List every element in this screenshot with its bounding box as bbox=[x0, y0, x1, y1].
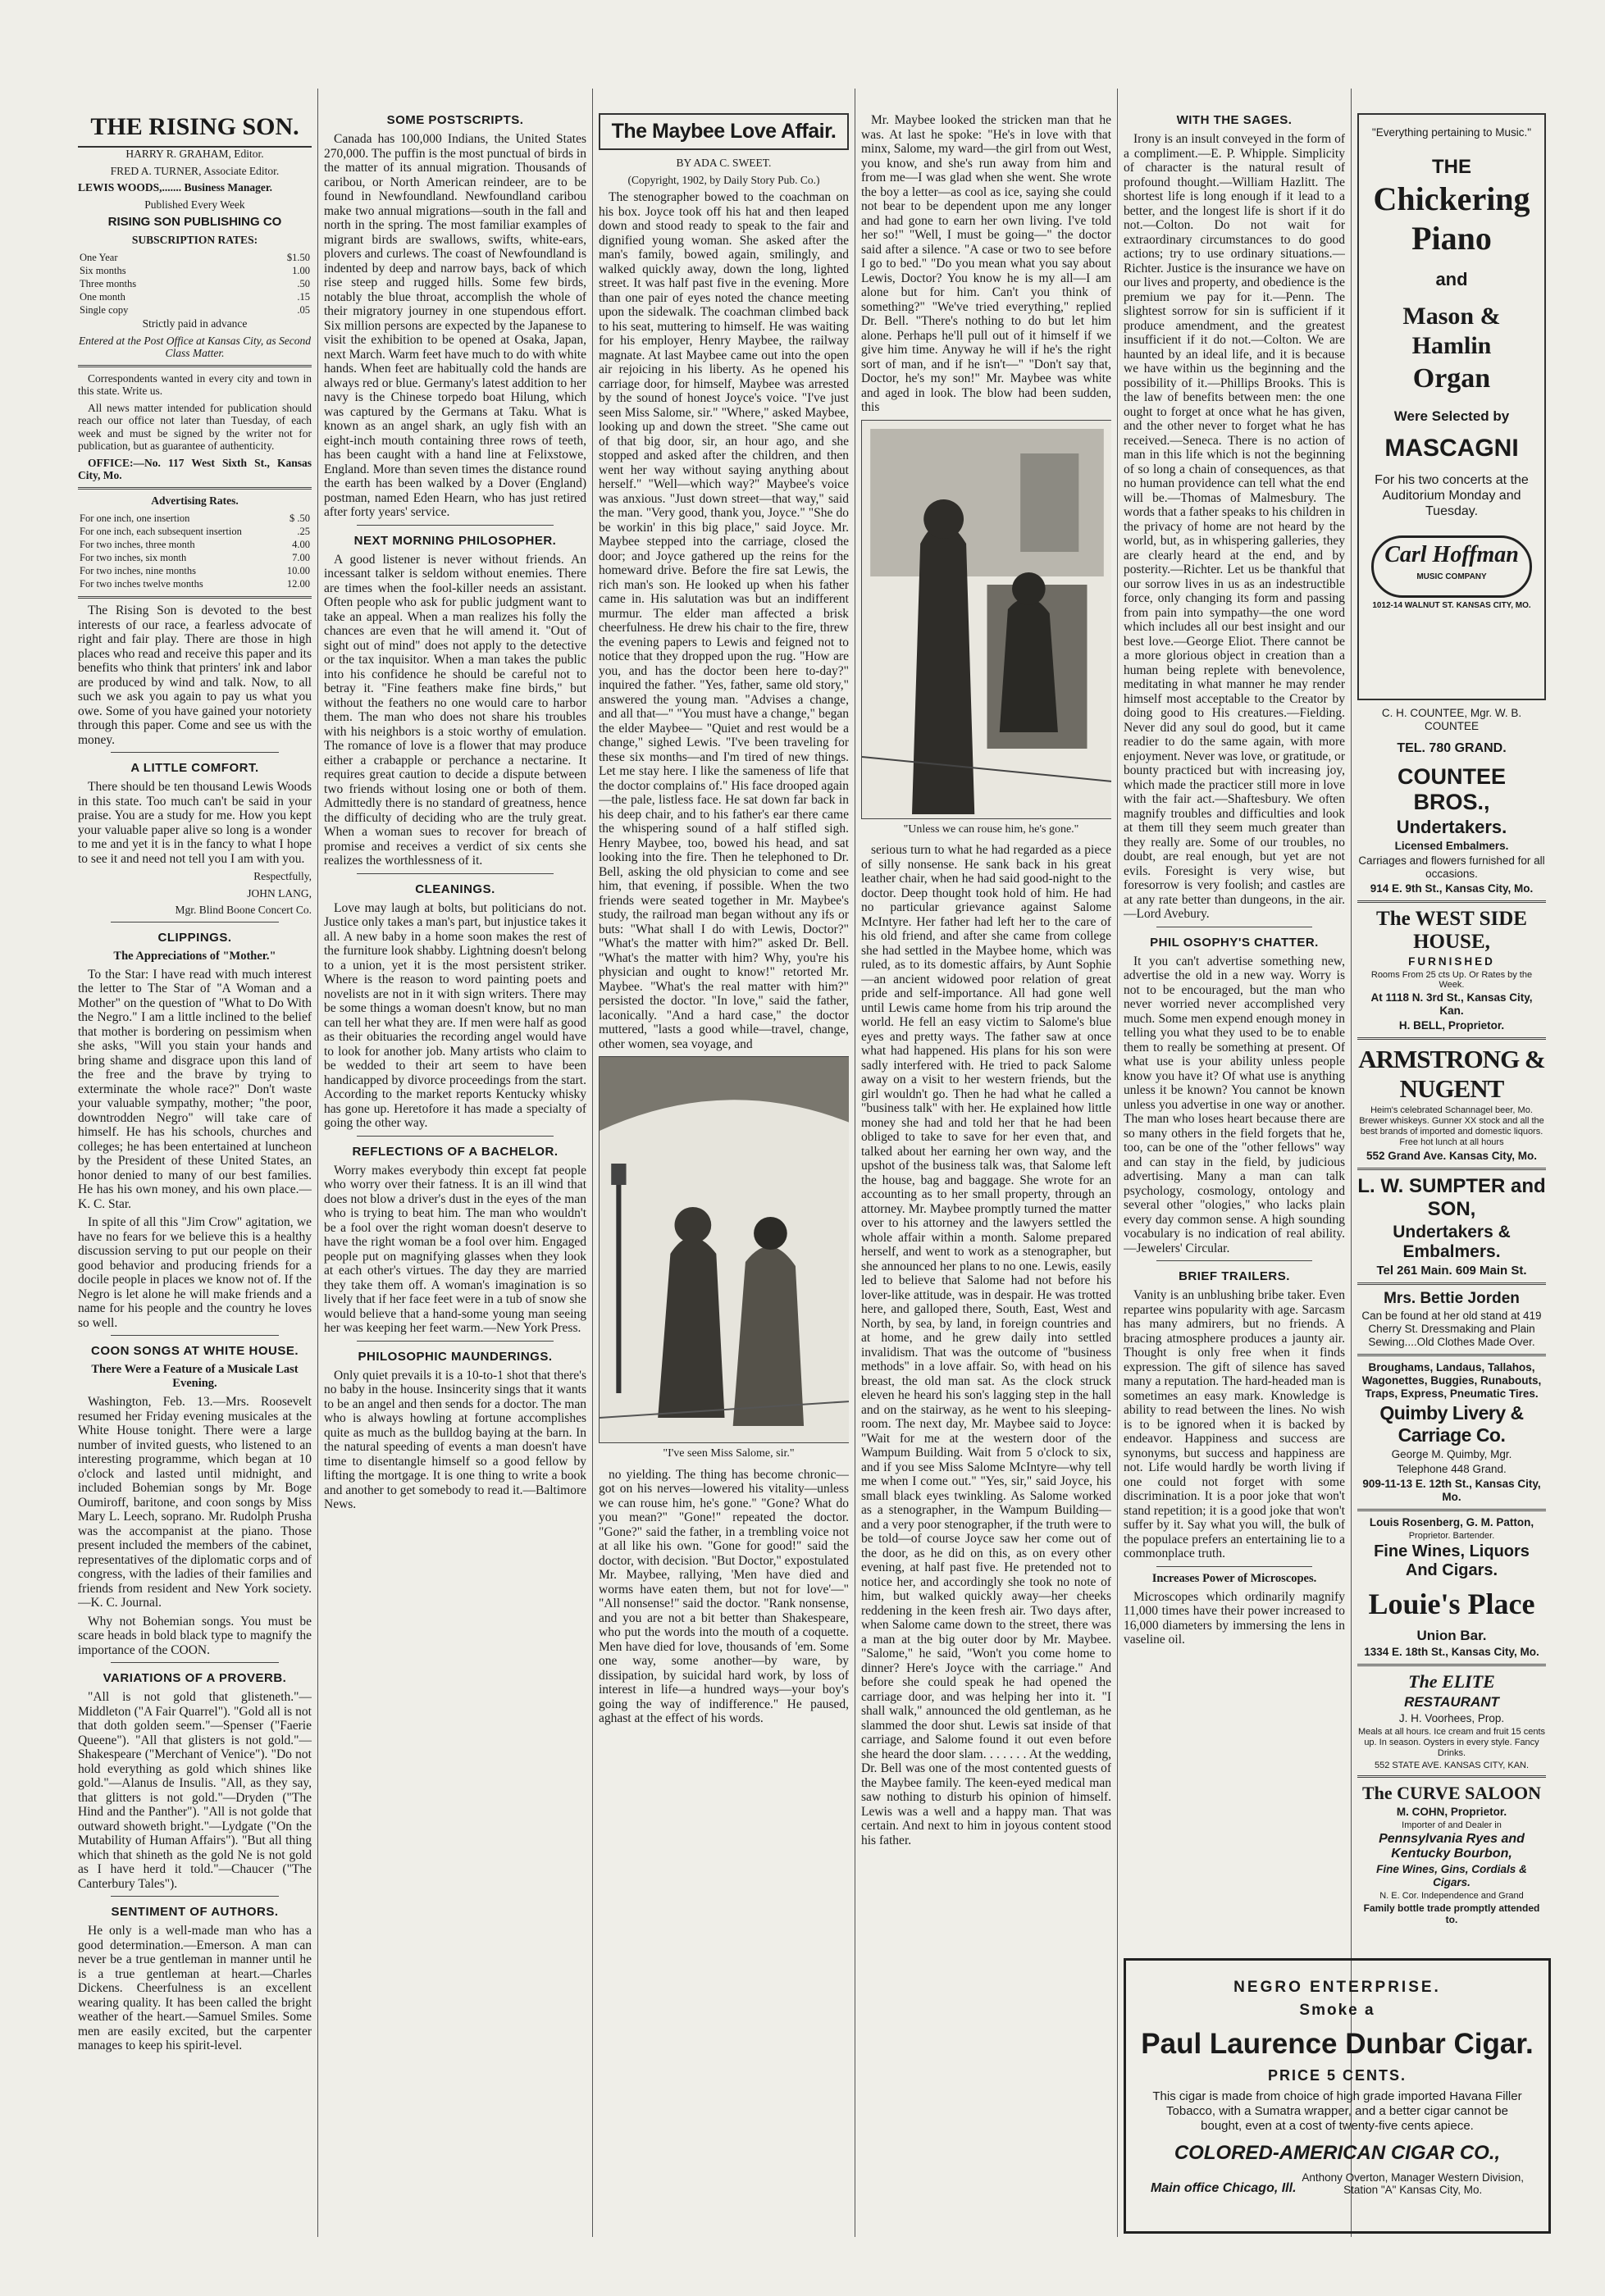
maunderings-heading: PHILOSOPHIC MAUNDERINGS. bbox=[358, 1349, 553, 1364]
microscopes-heading: Increases Power of Microscopes. bbox=[1151, 1571, 1317, 1585]
countee-managers: C. H. COUNTEE, Mgr. W. B. COUNTEE bbox=[1381, 707, 1522, 732]
chatter-heading: PHIL OSOPHY'S CHATTER. bbox=[1150, 935, 1319, 950]
column-1 bbox=[78, 89, 312, 2237]
curve-saloon-family: Family bottle trade promptly attended to. bbox=[1363, 1902, 1540, 1925]
countee-bros-name: COUNTEE BROS., bbox=[1397, 764, 1506, 814]
column-rule bbox=[317, 89, 318, 2237]
philosopher-heading: NEXT MORNING PHILOSOPHER. bbox=[353, 533, 557, 548]
countee-telephone: TEL. 780 GRAND. bbox=[1397, 741, 1507, 755]
story-paragraph: The stenographer bowed to the coachman on his box. Joyce took off his hat and then leaped down and stood ready to speak to the fair and dignified young woman. She asked after the man's family, bowed again, smilingly, and walked quickly away, down the long, lighted street. It was half past five in the evening. More than one pair of eyes noted the chance meeting upon the sidewalk. The coachman climbed back to his seat, muttering to himself. He was waiting for his employer, Henry Maybee, the railway magnate. At last Maybee came out into the open air rejoicing in his liberty. As he opened his carriage door, for himself, Maybee was arrested by the sound of honest Joyce's voice. "I've just seen Miss Salome, sir." "Where," asked Maybee, looking up and down the street. "She came out of that big door, sir, an hour ago, and she stopped and asked after the children, and then went her way without saying anything about herself." "Well—which way?" Maybee's voice was anxious. "Just down street—that way," said the man. "Very good, thank you, Joyce." "She do be workin' in this big place," said Joyce. Mr. Maybee stepped into the carriage, closed the door; and Joyce gathered up the reins for the homeward drive. Before the fire sat Lewis, the rich man's son. He looked up when his father came in. His salutation was but an indifferent murmur. The elder man affected a brisk cheerfulness. He drew his chair to the fire, threw the evening papers to Lewis and feigned not to notice that they dropped upon the rug. "How are you, and has the doctor been here to-day?" inquired the father. "Yes, father, same old story," answered the young man. "Advises a change, and all that—" "You must have a change," began the elder Maybee— "Quiet and rest would be a change," sighed Lewis. "I've been traveling for these six months—and I'm tired of new things. Let me stay here. I like the sameness of life that the doctor complains of." His face drooped again—the pale, listless face. He sat down far back in his deep chair, and to his father's ear there came the whispering sound of a half stifled sigh. Henry Maybee, too, bowed his head, and sat looking into the fire. Then he telephoned to Dr. Bell, asking the old physician to come and see him, that evening, if possible. When the two friends were seated together in Mr. Maybee's study, the railroad man began without any ifs or buts: "What shall I do with Lewis, Doctor?" "What's the matter with him?" asked Dr. Bell. "What's the matter with him? Why, you're his physician and ought to know!" retorted Mr. Maybee. "What's the real matter with him?" persisted the doctor. "In love," said the father, laconically. "And a hard case," the doctor muttered, "lasts a good while—travel, change, other women, sea voyage, and bbox=[599, 190, 849, 1051]
west-side-rooms: Rooms From 25 cts Up. Or Rates by the Week. bbox=[1370, 970, 1533, 990]
curve-saloon-importer: Importer of and Dealer in bbox=[1402, 1820, 1502, 1830]
illustration-caption: "Unless we can rouse him, he's gone." bbox=[903, 822, 1079, 836]
quimby-telephone: Telephone 448 Grand. bbox=[1397, 1463, 1507, 1475]
table-row: For one inch, each subsequent insertion .25 bbox=[80, 526, 310, 537]
about-paragraph: The Rising Son is devoted to the best interests of our race, a fearless advocate of right and fair play. There are those in high places who read and receive this paper and its benefits who think that printers' ink and labor are produced by wind and talk. Now, to all such we ask you again to pay us what you owe. Some of you have gained your notoriety through this paper. Come and see us with the money. bbox=[78, 604, 312, 747]
masthead: THE RISING SON. bbox=[78, 113, 312, 148]
elite-proprietor: J. H. Voorhees, Prop. bbox=[1398, 1712, 1505, 1724]
philosopher-paragraph: A good listener is never without friends. An incessant talker is seldom without enemies. There are times when the fool-killer needs an assistant. Often people who ask for public judgment want to take an appeal. When a man realizes his folly the chances are even that he will amend it. "Out of sight out of mind" does not apply to the detective or the tax inquisitor. When a man takes the public into his confidence he should be careful not to betray it. "Fine feathers make fine birds," but without the feathers no one would care to harbor them. The man who does not share his troubles with his neighbors is a stoic worthy of emulation. The romance of love is a flower that may produce either a crabapple or perchance a nectarine. It requires great caution to decide a dispute between two friends without losing one or both of them. Admittedly there is no standard of greatness, hence the difficulty of deciding who are the truly great. When a woman sues to recover for breach of promise and receives a verdict of six cents she realizes the worthlessness of it. bbox=[324, 552, 586, 868]
quimby-address: 909-11-13 E. 12th St., Kansas City, Mo. bbox=[1362, 1478, 1541, 1503]
louies-place-name: Louie's Place bbox=[1368, 1588, 1535, 1620]
clippings-subheading: The Appreciations of "Mother." bbox=[113, 949, 276, 963]
armstrong-nugent-text: Heim's celebrated Schannagel beer, Mo. Brewer whiskeys. Gunner XX stock and all the best brands of imported and domestic liquors. Free hot lunch at all hours bbox=[1359, 1105, 1544, 1147]
comfort-sign-3: Mgr. Blind Boone Concert Co. bbox=[175, 904, 312, 916]
clippings-paragraph: To the Star: I have read with much interest the letter to The Star of "A Woman and a Mother" on the question of "What to Do With the Negro." I am a little inclined to the belief that mother is bordering on pessimism when she asks, "Will you stain your hands and bring shame and disgrace upon this land of the free and the brave by trying to exterminate the whole race?" Don't waste your valuable sympathy, mother; "the poor, downtrodden Negro" will take care of himself. He has his schools, churches and colleges; he has been entertained at luncheon by the President of these United States, an honor denied to many of our best families. He has his own money, and his own place.—K. C. Star. bbox=[78, 967, 312, 1211]
maunderings-paragraph: Only quiet prevails it is a 10-to-1 shot that there's no baby in the house. Insincerity sings that it wants to be an angel and then sends for a doctor. The man who is always howling at fortune accomplishes quite as much as the bulldog baying at the barn. In the natural speeding of events a man doesn't have time to disentangle himself so a good fellow by lifting the mortgage. It is one thing to write a book and another to get somebody to read it.—Baltimore News. bbox=[324, 1368, 586, 1511]
news-notice: All news matter intended for publication should reach our office not later than Tuesday, of each week and must be signed by the writer not for publication, but as guarantee of authenticity. bbox=[78, 401, 312, 452]
dunbar-cigar-ad: NEGRO ENTERPRISE. Smoke a Paul Laurence Dunbar Cigar. PRICE 5 CENTS. This cigar is made from choice of high grade imported Havana Filler Tobacco, with a Sumatra wrapper, and a better cigar cannot be bought, even at a cost of twenty-five cents apiece. COLORED-AMERICAN CIGAR CO., Main office Chicago, Ill. Anthony Overton, Manager Western Division, Station "A" Kansas City, Mo. bbox=[1124, 1958, 1551, 2234]
curve-saloon-address: N. E. Cor. Independence and Grand bbox=[1379, 1891, 1524, 1901]
table-row: For two inches, three month 4.00 bbox=[80, 539, 310, 550]
publisher: RISING SON PUBLISHING CO bbox=[107, 215, 282, 229]
correspondents-notice: Correspondents wanted in every city and town in this state. Write us. bbox=[78, 371, 312, 397]
comfort-sign-1: Respectfully, bbox=[253, 870, 312, 882]
story-byline: BY ADA C. SWEET. bbox=[676, 157, 772, 169]
elite-address: 552 STATE AVE. KANSAS CITY, KAN. bbox=[1374, 1761, 1530, 1770]
sages-paragraph: Irony is an insult conveyed in the form of a compliment.—E. P. Whipple. Simplicity of character is the natural result of profound thought.—William Hazlitt. The shortest life is long enough if it lead to a better, and the longest life is short if it do not.—Colton. Do not wait for extraordinary circumstances to do good actions; try to use ordinary situations.—Richter. Justice is the insurance we have on our lives and property, and obedience is the premium we pay for it.—Penn. The slightest sorrow for sin is sufficient if it produce amendment, and the greatest insufficient if it do not.—Colton. We are haunted by an ideal life, and it is because we have within us the beginning and the possibility of it.—Phillips Brooks. This is the law of benefits between men: the one ought to forget at once what he has given, and the other never to forget what he has received.—Seneca. There is no action of man in this life which is not the beginning of so long a chain of consequences, as that no human providence can tell what the end will be.—Thomas of Malmesbury. The words that a father speaks to his children in the privacy of home are not heard by the world, but, as in whispering galleries, they are clearly heard at the end, and by posterity.—Richter. Let us be thankful that our sorrow lives in us as an indestructible force, only changing its form and passing from pain into sympathy—the one word which includes all our best insight and our best love.—George Eliot. There cannot be a more glorious object in creation than a human being replete with benevolence, meditating in what manner he may render himself most acceptable to the Creator by doing good to His creatures.—Fielding. Never did any soul do good, but it came readier to do the same again, with more enjoyment. Never was love, or gratitude, or bounty practiced but with increasing joy, which made the practicer still more in love with the fair act.—Shaftesbury. We often magnify troubles and difficulties and look at them till they seem much greater than they really are. Some of our troubles, no doubt, are real enough, but yet are not evils. Foresight is very wise, but foresorrow is very foolish; and castles are at any rate better than dungeons, in the air.—Lord Avebury. bbox=[1124, 132, 1345, 921]
elite-restaurant: RESTAURANT bbox=[1404, 1694, 1499, 1710]
clippings-paragraph-2: In spite of all this "Jim Crow" agitation, we have no fears for we believe this is a healthy discussion serving to put our people on their good behavior and producing friends for a docile people in places we know not of. If the Negro is let alone he will make friends and a name for his people and the country he loves so well. bbox=[78, 1215, 312, 1330]
table-row: For one inch, one insertion $ .50 bbox=[80, 512, 310, 524]
table-row: For two inches, nine months 10.00 bbox=[80, 565, 310, 576]
west-side-address: At 1118 N. 3rd St., Kansas City, Kan. bbox=[1370, 991, 1533, 1017]
west-side-furnished: FURNISHED bbox=[1408, 955, 1495, 968]
table-row: Single copy .05 bbox=[80, 304, 310, 316]
story-title: The Maybee Love Affair. bbox=[599, 113, 849, 150]
table-row: Three months .50 bbox=[80, 278, 310, 289]
interior-scene-illustration bbox=[861, 420, 1111, 819]
column-rule bbox=[1351, 89, 1352, 2237]
countee-address: 914 E. 9th St., Kansas City, Mo. bbox=[1370, 882, 1534, 895]
column-rule bbox=[1117, 89, 1118, 2237]
cleanings-paragraph: Love may laugh at bolts, but politicians do not. Justice only takes a man's part, but injustice takes it all. A new baby in a home soon makes the rest of the furniture look shabby. Lightning doesn't belong to a union, yet it is the most persistent striker. Where is the reason to word painting poets and novelists are not in it with sign writers. There may be some things a woman doesn't know, but no man can tell her what they are. If men were half as good as their obituaries the recording angel would have to look for another job. Many artists who claim to be wedded to their art seem to have been handicapped by divorce proceedings from the start. According to the market reports Kentucky whisky has gone up. Heretofore it has made a specialty of going the other way. bbox=[324, 900, 586, 1130]
column-rule bbox=[592, 89, 593, 2237]
table-row: For two inches, six month 7.00 bbox=[80, 552, 310, 563]
staff-editor: HARRY R. GRAHAM, Editor. bbox=[125, 148, 264, 160]
sumpter-undertakers: Undertakers & Embalmers. bbox=[1393, 1223, 1511, 1261]
published-weekly: Published Every Week bbox=[144, 198, 245, 211]
story-paragraph: no yielding. The thing has become chronic—got on his nerves—lowered his vitality—unless we can rouse him, he's gone." "Gone? What do you mean?" "Gone!" repeated the doctor. "Gone?" said the father, in a trembling voice not at all like his own. "Gone for good!" said the doctor, with decision. "But Doctor," expostulated Mr. Maybee, rallying, 'Men have died and worms have eaten them, but not for love'—" "All nonsense!" said the doctor. "Rank nonsense, and you are not a bit better than Shakespeare, who put the words into the mouth of a coquette. Men have died for love, thousands of 'em. Some one way, some another—by ware, by dissipation, by suicidal hard work, by loss of interest in life—a hundred ways—your boy's going the way of indifference." He paused, aghast at the effect of his words. bbox=[599, 1467, 849, 1725]
countee-undertakers: Undertakers. bbox=[1396, 817, 1507, 837]
sumpter-telephone: Tel 261 Main. 609 Main St. bbox=[1376, 1264, 1527, 1278]
west-side-house-name: The WEST SIDE HOUSE, bbox=[1376, 908, 1527, 953]
advertising-title: Advertising Rates. bbox=[151, 494, 239, 507]
countee-carriages: Carriages and flowers furnished for all occasions. bbox=[1358, 854, 1545, 880]
sumpter-name: L. W. SUMPTER and SON, bbox=[1357, 1175, 1546, 1220]
table-row: One month .15 bbox=[80, 291, 310, 303]
postscripts-heading: SOME POSTSCRIPTS. bbox=[386, 113, 524, 127]
curve-saloon-ryes: Pennsylvania Ryes and Kentucky Bourbon, bbox=[1379, 1832, 1525, 1861]
comfort-sign-2: JOHN LANG, bbox=[247, 886, 312, 900]
postscripts-paragraph: Canada has 100,000 Indians, the United States 270,000. The puffin is the most punctual of birds in the matter of its annual migration. Thousands of caribou, or North American reindeer, are to be found in Newfoundland. Newfoundland caribou make two annual migrations—south in the fall and north in the spring. The most familiar examples of migrant birds are swallows, swifts, white-ears, plovers and curlews. The coast of Newfoundland is indented by deep and narrow bays, back of which rise steep and rugged hills. Some few birds, notably the blue throat, accomplish the whole of their migratory journey in one stupendous effort. Six million persons are expected by the Japanese to visit the exhibition to be opened at Osaka, Japan, next March. Warm feet have much to do with white hands. When feet are habitually cold the hands are always red or blue. Germany's latest addition to her navy is the Chinese torpedo boat Hilung, which was captured by the Germans at Taku. What is known as an angel shark, an ugly fish with an eight-inch mouth containing three rows of teeth, has been caught with a hand line at Felixstowe, England. More than seven times the distance round the earth has been walked by a Dover (England) postman, named Eden Hearn, who has just retired after forty years' service. bbox=[324, 132, 586, 519]
quimby-vehicles: Broughams, Landaus, Tallahos, Wagonettes, Buggies, Runabouts, Traps, Express, Pneumatic Tires. bbox=[1361, 1361, 1542, 1400]
louies-address: 1334 E. 18th St., Kansas City, Mo. bbox=[1364, 1646, 1539, 1658]
authors-heading: SENTIMENT OF AUTHORS. bbox=[111, 1905, 279, 1919]
story-copyright: (Copyright, 1902, by Daily Story Pub. Co.) bbox=[627, 173, 820, 186]
armstrong-nugent-name: ARMSTRONG & NUGENT bbox=[1358, 1045, 1545, 1103]
story-paragraph: Mr. Maybee looked the stricken man that he was. At last he spoke: "He's in love with that minx, Salome, my ward—the girl from out West, you know, and she's run away from him and from me—I was glad when she went. She wrote the boy a letter—as cool as ice, saying she could not bear to be dependent upon me any longer and had gone to earn her own living. I've told her so!" "Well, I must be going—" the doctor said after a silence. "A case or two to see before I go to bed." "Do you mean what you say about Lewis, Doctor? You know he is my all—I am alone but for him. Can't you think of something?" "We've tried everything," replied Dr. Bell. "There's nothing to do but let him alone. Perhaps he'll pull out of it himself if we give him time. Anyway he will if he's the right sort of man, and if he isn't—" "Don't say that, Doctor, he's my son!" Mr. Maybee was white and aged in look. The blow had been sudden, this bbox=[861, 113, 1111, 414]
coon-songs-paragraph-2: Why not Bohemian songs. You must be scare heads in bold black type to magnify the importance of the COON. bbox=[78, 1614, 312, 1657]
column-2 bbox=[324, 89, 586, 2237]
street-scene-illustration bbox=[599, 1056, 849, 1443]
cleanings-heading: CLEANINGS. bbox=[415, 882, 495, 896]
west-side-proprietor: H. BELL, Proprietor. bbox=[1398, 1019, 1505, 1032]
column-4 bbox=[861, 89, 1111, 2237]
elite-name: The ELITE bbox=[1408, 1671, 1495, 1692]
column-5 bbox=[1124, 89, 1345, 1942]
comfort-paragraph: There should be ten thousand Lewis Woods in this state. Too much can't be said in your praise. You are a study for me. How you kept your valuable paper alive so long is a wonder to me and yet it is in the fancy to what I hope to see it and need not tell you I am with you. bbox=[78, 780, 312, 866]
chickering-piano-ad: "Everything pertaining to Music." THE Chickering Piano and Mason & Hamlin Organ Were Selected by MASCAGNI For his two concerts at the Auditorium Monday and Tuesday. Carl Hoffman MUSIC COMPANY 1012-14 WALNUT ST. KANSAS CITY, MO. bbox=[1357, 113, 1546, 700]
table-row: Six months 1.00 bbox=[80, 265, 310, 276]
staff-associate: FRED A. TURNER, Associate Editor. bbox=[110, 164, 280, 177]
quimby-manager: George M. Quimby, Mgr. bbox=[1391, 1448, 1512, 1460]
bachelor-heading: REFLECTIONS OF A BACHELOR. bbox=[352, 1144, 559, 1159]
louies-fine-wines: Fine Wines, Liquors And Cigars. bbox=[1374, 1542, 1530, 1579]
quimby-name: Quimby Livery & Carriage Co. bbox=[1379, 1402, 1524, 1446]
newspaper-page bbox=[78, 89, 1546, 2237]
table-row: For two inches twelve months 12.00 bbox=[80, 578, 310, 590]
illustration-caption: "I've seen Miss Salome, sir." bbox=[663, 1447, 795, 1460]
jorden-text: Can be found at her old stand at 419 Cherry St. Dressmaking and Plain Sewing....Old Clothes Made Over. bbox=[1361, 1310, 1542, 1348]
hoffman-logo: Carl Hoffman MUSIC COMPANY bbox=[1371, 535, 1532, 598]
comfort-heading: A LITTLE COMFORT. bbox=[130, 761, 259, 775]
column-3 bbox=[599, 89, 849, 2237]
coon-songs-subheading: There Were a Feature of a Musicale Last Evening. bbox=[91, 1363, 299, 1390]
trailers-heading: BRIEF TRAILERS. bbox=[1179, 1269, 1290, 1283]
louies-proprietors: Louis Rosenberg, G. M. Patton, bbox=[1369, 1516, 1534, 1528]
chatter-paragraph: It you can't advertise something new, advertise the old in a new way. Worry is not to be encouraged, but the man who never worried never accomplished very much. Some men expend enough money in telling you what they used to be to enable them to really be something at present. Of what use is your ability unless people know you have it? Of what use is anything unless it be known? You cannot be known unless you advertise in one way or another. The man who loses heart because there are so many others in the field forgets that he, too, can be one of the "other fellows" way and can stay in the field, by judicious advertising. Many a man can talk psychology, cosmology, ontology and several other "ologies," who lacks plain every day common sense. A high sounding vocabulary is no indication of real ability.—Jewelers' Circular. bbox=[1124, 954, 1345, 1255]
column-6-ads bbox=[1357, 89, 1546, 1942]
louies-roles: Proprietor. Bartender. bbox=[1408, 1531, 1495, 1541]
story-paragraph: serious turn to what he had regarded as a piece of silly nonsense. He sank back in his great leather chair, when he had said good-night to the doctor. Deep thought took hold of him. He had no particular grievance against Salome McIntyre. Her father had left her to the care of his old friend, and after she came from college she had settled in the Maybee home, which was ruled, as to its domestic affairs, by Aunt Sophie—an ancient widowed poor relation of great pride and self-importance. All had gone well until Lewis came home from his trip around the world. He fell an easy victim to Salome's blue eyes and pretty ways. The father saw at once what had happened. His plans for his son were sadly interfered with. He tried to pack Salome away on a visit to her western friends, but the girl wouldn't go. Then he had what he called a "business talk" with her. He explained how little money she had and told her that he had been obliged to take to save for her even that, and talked about her earning her own way, and the upshot of the business talk was, that Salome left the house, bag and baggage. She wrote for an accounting as to her small property, through an attorney. Mr. Maybee promptly turned the matter over to his attorney and the lawyers settled the whole affair within a month. Salome prepared herself, and went to work as a stenographer, but she announced her plans to no one. Lewis, easily led to believe that Salome had not before his lover-like attitude, was in despair. He was trotted here, and galloped there, South, East, West and North, by sea, by land, in foreign countries and at home, and he grew daily into settled invalidism. That was the outcome of "business methods" in a love affair. So, with head on his breast, the old man sat. As the clock struck eleven he heard his son's lagging step in the hall and on the stairway, as he went to his sleeping-room. The next day, Mr. Maybee said to Joyce: "Wait for me at the western door of the Wampum Building. Wait from 5 o'clock to six, and if you see Miss Salome McIntyre—why tell me when I come out." "Yes, sir," said Joyce, his small black eyes twinkling. As Salome worked as a stenographer, in the Wampum Building—and a very poor stenographer, if the truth were to be told—of course Joyce saw her come out of the door, as he did on this, as on every other evening, at half past five. He pretended not to notice her, and accordingly she took no note of him, but walked quickly away—her cheeks reddening in the keen fresh air. Two days after, when Salome came down to the street, there was a man at the big outer door by Mr. Maybee. "Salome," he said, "Won't you come home to dinner? Here's Joyce with the carriage." And before she could speak he had opened the carriage door, and was helping her into it. "I shall walk," announced the old gentleman, as he slammed the door shut. Lewis sat inside of that carriage, and Salome found it out even before she heard the door slam. . . . . . . At the wedding, Dr. Bell was one of the most contented guests of the Maybee family. The keen-eyed medical man saw nothing to disturb his opinion of himself. Lewis was a well and a happy man. That was certain. And next to him in joyous content stood his father. bbox=[861, 843, 1111, 1847]
subscription-advance: Strictly paid in advance bbox=[142, 317, 248, 330]
curve-saloon-fine: Fine Wines, Gins, Cordials & Cigars. bbox=[1376, 1863, 1527, 1888]
dunbar-offices: Main office Chicago, Ill. Anthony Overton, Manager Western Division, Station "A" Kansas City, Mo. bbox=[1151, 2171, 1524, 2196]
trailers-paragraph: Vanity is an unblushing bribe taker. Even repartee wins popularity with age. Sarcasm has many admirers, but no friends. A bracing atmosphere produces a jaunty air. Thought is only free when it finds expression. The gift of silence has saved many a reputation. The hard-headed man is sometimes an easy mark. Knowledge is ability to read between the lines. No wish is to be ignored when it is backed by endeavor. Happiness and success are synonyms, but success and happiness are not. Life would hardly be worth living if one could not forget with some discrimination. It is a poor joke that won't stand repetition; it is a good joke that won't suffer by it. Say what you will, the bulk of the populace prefers an entertaining lie to a commonplace truth. bbox=[1124, 1288, 1345, 1560]
proverb-heading: VARIATIONS OF A PROVERB. bbox=[103, 1671, 287, 1685]
entered-notice: Entered at the Post Office at Kansas City, as Second Class Matter. bbox=[79, 334, 311, 359]
louies-union-bar: Union Bar. bbox=[1416, 1628, 1487, 1643]
countee-licensed: Licensed Embalmers. bbox=[1394, 840, 1509, 852]
microscopes-paragraph: Microscopes which ordinarily magnify 11,000 times have their power increased to 16,000 diameters by immersing the lens in vaseline oil. bbox=[1124, 1589, 1345, 1647]
curve-saloon-name: The CURVE SALOON bbox=[1361, 1783, 1542, 1803]
coon-songs-paragraph: Washington, Feb. 13.—Mrs. Roosevelt resumed her Friday evening musicales at the White House tonight. There were a large number of invited guests, who listened to an interesting programme, which began at 10 o'clock and lasted until midnight, and included Bohemian songs by Mr. Boge Oumiroff, baritone, and coon songs by Miss Mary L. Leech, soprano. Mr. Rudolph Prusha was the accompanist at the piano. Those present included the members of the cabinet, representatives of the diplomatic corps and of congress, with the ladies of their families and friends from resident and New York society.—K. C. Journal. bbox=[78, 1395, 312, 1610]
armstrong-nugent-address: 552 Grand Ave. Kansas City, Mo. bbox=[1366, 1150, 1538, 1162]
table-row: One Year $1.50 bbox=[80, 252, 310, 263]
authors-paragraph: He only is a well-made man who has a good determination.—Emerson. A man can never be a true gentleman in manner until he is a true gentleman at heart.—Charles Dickens. Cheerfulness is an excellent wearing quality. It has been called the bright weather of the heart.—Samuel Smiles. Some men are easily excited, but the carpenter manages to keep his spirit-level. bbox=[78, 1924, 312, 2052]
elite-text: Meals at all hours. Ice cream and fruit 15 cents up. In season. Oysters in every style. Fancy Drinks. bbox=[1357, 1727, 1546, 1758]
staff-manager: LEWIS WOODS,....... Business Manager. bbox=[78, 181, 273, 194]
jorden-name: Mrs. Bettie Jorden bbox=[1384, 1290, 1520, 1307]
curve-saloon-proprietor: M. COHN, Proprietor. bbox=[1396, 1806, 1507, 1818]
subscription-title: SUBSCRIPTION RATES: bbox=[131, 233, 258, 246]
office-address: OFFICE:—No. 117 West Sixth St., Kansas City, Mo. bbox=[78, 456, 312, 481]
bachelor-paragraph: Worry makes everybody thin except fat people who worry over their fatness. It is an ill wind that does not blow a driver's dust in the eyes of the man who is trying to beat him. The man who wouldn't be a fool over the right woman doesn't deserve to have the right woman be a fool over him. Engaged people put on magnifying glasses when they look at each other's virtues. The day they are married they take them off. A woman's imagination is so lively that if her face feet were in a tub of snow she would believe that a hand-some young man seeing her was keeping her feet warm.—New York Press. bbox=[324, 1163, 586, 1335]
clippings-heading: CLIPPINGS. bbox=[157, 930, 232, 945]
sages-heading: WITH THE SAGES. bbox=[1176, 113, 1293, 127]
proverb-paragraph: "All is not gold that glisteneth."—Middleton ("A Fair Quarrel"). "Gold all is not that doth golden seem."—Spenser ("Faerie Queene"). "All that glisters is not gold."—Shakespeare ("Merchant of Venice"). "Do not hold everything as gold which shines like gold."—Alanus de Insulis. "All, as they say, that glitters is not gold."—Dryden ("The Hind and the Panther"). "All is not golde that outward showeth bright."—Lydgate ("On the Mutability of Human Affairs"). "But all thing which that shineth as the gold Ne is not gold as I have herd it told."—Chaucer ("The Canterbury Tales"). bbox=[78, 1690, 312, 1891]
coon-songs-heading: COON SONGS AT WHITE HOUSE. bbox=[90, 1344, 299, 1358]
advertising-table bbox=[78, 511, 312, 591]
subscription-table bbox=[78, 250, 312, 317]
